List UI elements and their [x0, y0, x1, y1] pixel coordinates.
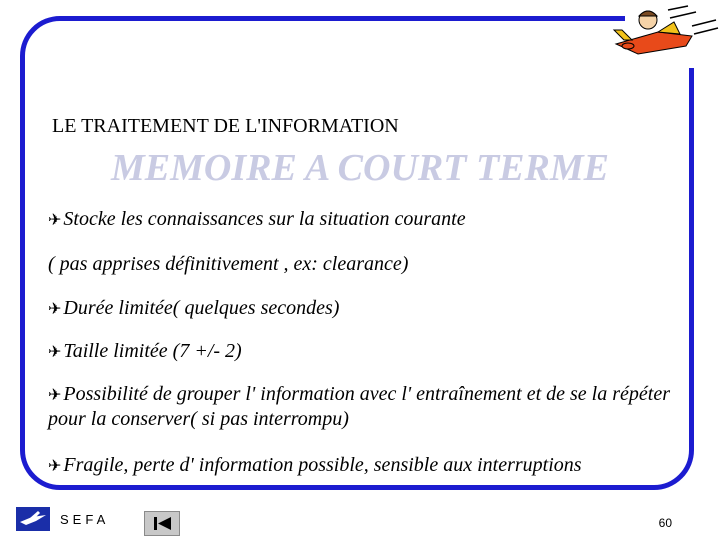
bullet-text: Fragile, perte d' information possible, sensible aux interruptions	[63, 454, 582, 476]
airplane-bullet-icon: ✈	[48, 210, 62, 229]
sefa-logo-icon	[16, 507, 50, 531]
bullet-item	[48, 382, 688, 431]
first-slide-button[interactable]	[144, 511, 180, 536]
bullet-text: ( pas apprises définitivement , ex: clearance)	[48, 253, 409, 275]
skip-back-icon	[145, 512, 179, 535]
slide-subtitle: MEMOIRE A COURT TERME	[110, 147, 609, 189]
bullet-continuation	[48, 252, 688, 276]
bullet-text: Taille limitée (7 +/- 2)	[63, 340, 242, 362]
page-number: 60	[658, 516, 672, 530]
airplane-bullet-icon: ✈	[48, 342, 62, 361]
bullet-item	[48, 339, 688, 364]
bullet-text: Stocke les connaissances sur la situation courante	[63, 208, 466, 230]
bullet-text: Durée limitée( quelques secondes)	[63, 297, 340, 319]
bullet-item	[48, 453, 688, 478]
airplane-bullet-icon: ✈	[48, 385, 62, 404]
footer-brand: SEFA	[60, 512, 110, 527]
bullet-text: Possibilité de grouper l' information avec l' entraînement et de se la répéter pour la conserver( si pas interrompu)	[48, 383, 670, 430]
bullet-item	[48, 207, 688, 232]
cartoon-plane-icon	[608, 0, 720, 60]
slide-heading: LE TRAITEMENT DE L'INFORMATION	[52, 115, 399, 137]
bullet-item	[48, 296, 688, 321]
airplane-bullet-icon: ✈	[48, 456, 62, 475]
airplane-bullet-icon: ✈	[48, 299, 62, 318]
